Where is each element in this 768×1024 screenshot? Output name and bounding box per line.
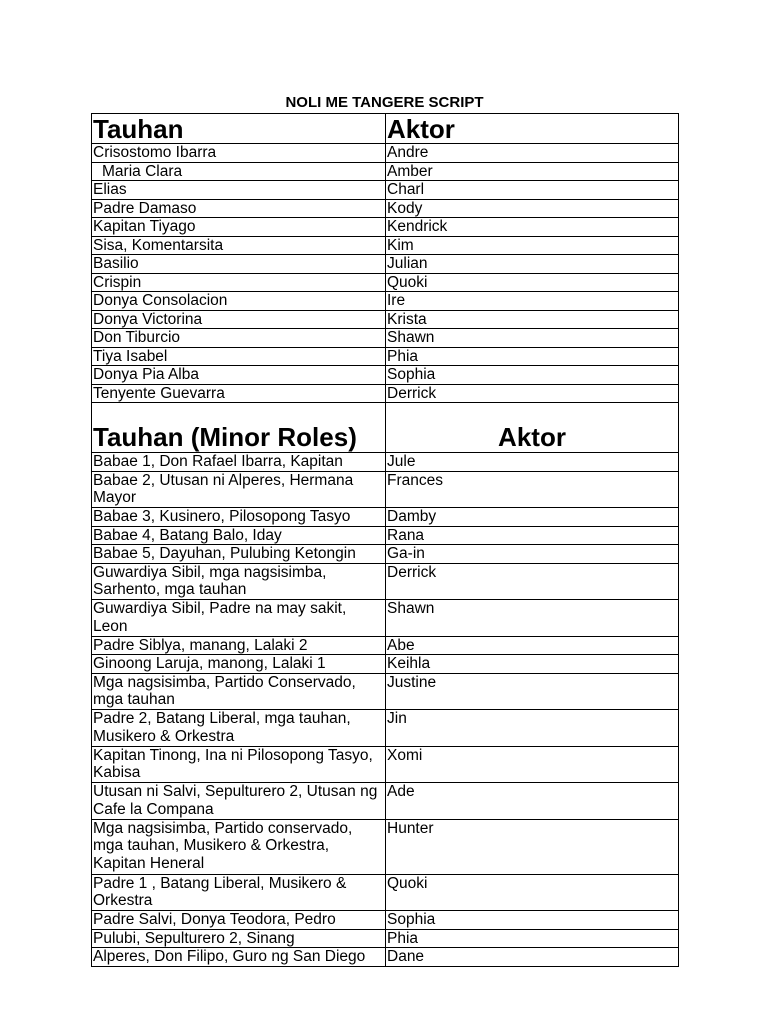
actor-cell: Quoki [386, 273, 679, 292]
actor-cell: Kendrick [386, 218, 679, 237]
table-row [92, 526, 679, 545]
actor-cell: Sophia [386, 911, 679, 930]
table-row [92, 929, 679, 948]
actor-cell: Jin [386, 710, 679, 747]
role-cell: Donya Pia Alba [92, 366, 386, 385]
actor-cell: Hunter [386, 819, 679, 874]
role-cell: Tenyente Guevarra [92, 384, 386, 403]
column-header-minor-roles: Tauhan (Minor Roles) [92, 403, 386, 453]
actor-cell: Andre [386, 144, 679, 163]
table-row [92, 948, 679, 967]
table-row [92, 199, 679, 218]
actor-cell: Damby [386, 508, 679, 527]
role-cell: Sisa, Komentarsita [92, 236, 386, 255]
actor-cell: Rana [386, 526, 679, 545]
actor-cell: Julian [386, 255, 679, 274]
table-row [92, 273, 679, 292]
column-header-tauhan: Tauhan [92, 114, 386, 144]
role-cell: Guwardiya Sibil, mga nagsisimba, Sarhento, mga tauhan [92, 563, 386, 600]
actor-cell: Ga-in [386, 545, 679, 564]
table-row [92, 236, 679, 255]
role-cell: Babae 4, Batang Balo, Iday [92, 526, 386, 545]
table-row [92, 218, 679, 237]
table-row [92, 292, 679, 311]
role-cell: Ginoong Laruja, manong, Lalaki 1 [92, 655, 386, 674]
role-cell: Mga nagsisimba, Partido Conservado, mga tauhan [92, 673, 386, 710]
actor-cell: Charl [386, 181, 679, 200]
role-cell: Kapitan Tiyago [92, 218, 386, 237]
role-cell: Babae 2, Utusan ni Alperes, Hermana Mayor [92, 471, 386, 508]
table-row [92, 911, 679, 930]
role-cell: Donya Consolacion [92, 292, 386, 311]
table-row [92, 508, 679, 527]
role-cell: Maria Clara [92, 162, 386, 181]
table-row [92, 673, 679, 710]
actor-cell: Keihla [386, 655, 679, 674]
table-row [92, 710, 679, 747]
table-row [92, 783, 679, 820]
document-title: NOLI ME TANGERE SCRIPT [285, 94, 484, 111]
actor-cell: Justine [386, 673, 679, 710]
actor-cell: Quoki [386, 874, 679, 911]
role-cell: Mga nagsisimba, Partido conservado, mga tauhan, Musikero & Orkestra, Kapitan Heneral [92, 819, 386, 874]
table-row [92, 162, 679, 181]
actor-cell: Shawn [386, 600, 679, 637]
role-cell: Padre Damaso [92, 199, 386, 218]
role-cell: Padre 1 , Batang Liberal, Musikero & Orkestra [92, 874, 386, 911]
table-row [92, 471, 679, 508]
actor-cell: Krista [386, 310, 679, 329]
role-cell: Babae 5, Dayuhan, Pulubing Ketongin [92, 545, 386, 564]
actor-cell: Dane [386, 948, 679, 967]
role-cell: Alperes, Don Filipo, Guro ng San Diego [92, 948, 386, 967]
role-cell: Babae 1, Don Rafael Ibarra, Kapitan [92, 453, 386, 472]
table-row [92, 636, 679, 655]
actor-cell: Frances [386, 471, 679, 508]
table-row [92, 347, 679, 366]
table-row [92, 310, 679, 329]
actor-cell: Ade [386, 783, 679, 820]
actor-cell: Sophia [386, 366, 679, 385]
table-row [92, 329, 679, 348]
table-row [92, 255, 679, 274]
column-header-aktor: Aktor [386, 114, 679, 144]
actor-cell: Amber [386, 162, 679, 181]
role-cell: Donya Victorina [92, 310, 386, 329]
role-cell: Kapitan Tinong, Ina ni Pilosopong Tasyo, Kabisa [92, 746, 386, 783]
table-row [92, 366, 679, 385]
role-cell: Utusan ni Salvi, Sepulturero 2, Utusan ng Cafe la Compana [92, 783, 386, 820]
table-row [92, 600, 679, 637]
table-row [92, 655, 679, 674]
role-cell: Don Tiburcio [92, 329, 386, 348]
role-cell: Guwardiya Sibil, Padre na may sakit, Leon [92, 600, 386, 637]
table-row [92, 144, 679, 163]
role-cell: Crispin [92, 273, 386, 292]
table-row [92, 453, 679, 472]
actor-cell: Xomi [386, 746, 679, 783]
actor-cell: Derrick [386, 384, 679, 403]
table-row [92, 746, 679, 783]
table-row [92, 874, 679, 911]
actor-cell: Ire [386, 292, 679, 311]
actor-cell: Abe [386, 636, 679, 655]
table-header-row [92, 114, 679, 144]
table-row [92, 819, 679, 874]
cast-table [91, 113, 679, 967]
actor-cell: Kim [386, 236, 679, 255]
role-cell: Tiya Isabel [92, 347, 386, 366]
role-cell: Babae 3, Kusinero, Pilosopong Tasyo [92, 508, 386, 527]
actor-cell: Derrick [386, 563, 679, 600]
table-row [92, 181, 679, 200]
role-cell: Elias [92, 181, 386, 200]
actor-cell: Shawn [386, 329, 679, 348]
table-row [92, 384, 679, 403]
column-header-aktor-minor: Aktor [386, 403, 679, 453]
actor-cell: Jule [386, 453, 679, 472]
role-cell: Padre Siblya, manang, Lalaki 2 [92, 636, 386, 655]
table-row [92, 563, 679, 600]
role-cell: Crisostomo Ibarra [92, 144, 386, 163]
actor-cell: Kody [386, 199, 679, 218]
minor-roles-header-row [92, 403, 679, 453]
role-cell: Basilio [92, 255, 386, 274]
role-cell: Padre Salvi, Donya Teodora, Pedro [92, 911, 386, 930]
actor-cell: Phia [386, 929, 679, 948]
table-row [92, 545, 679, 564]
actor-cell: Phia [386, 347, 679, 366]
role-cell: Padre 2, Batang Liberal, mga tauhan, Musikero & Orkestra [92, 710, 386, 747]
role-cell: Pulubi, Sepulturero 2, Sinang [92, 929, 386, 948]
